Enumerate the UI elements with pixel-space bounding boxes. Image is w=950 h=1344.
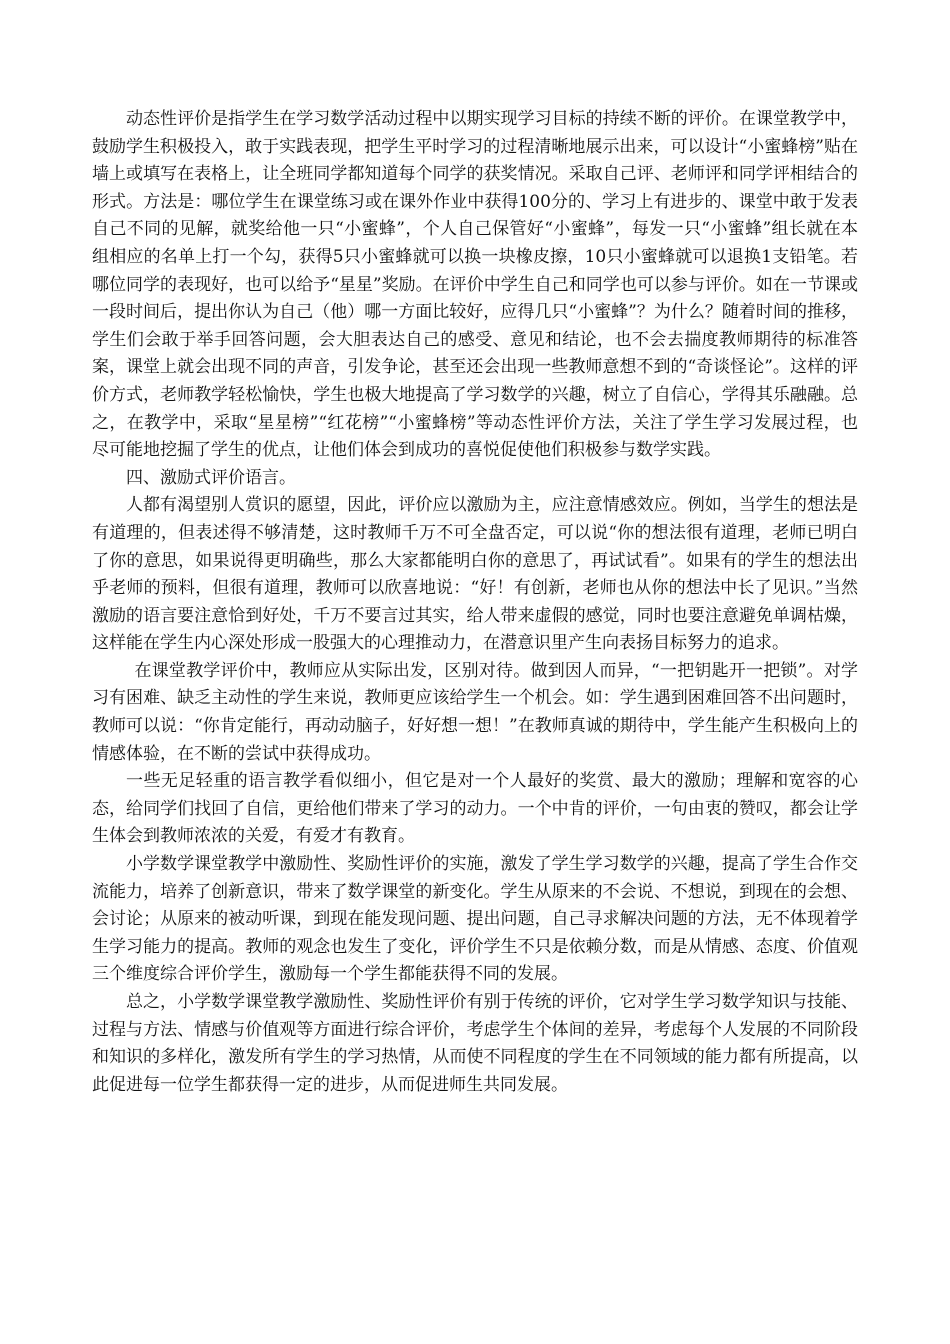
paragraph-conclusion: 总之，小学数学课堂教学激励性、奖励性评价有别于传统的评价，它对学生学习数学知识与技能、过程与方法、情感与价值观等方面进行综合评价，考虑学生个体间的差异，考虑每个人发展的不同阶段和知识的多样化，激发所有学生的学习热情，从而使不同程度的学生在不同领域的能力都有所提高，以此促进每一位学生都获得一定的进步，从而促进师生共同发展。: [92, 992, 858, 1095]
paragraph-dynamic-evaluation: 动态性评价是指学生在学习数学活动过程中以期实现学习目标的持续不断的评价。在课堂教学中，鼓励学生积极投入，敢于实践表现，把学生平时学习的过程清晰地展示出来，可以设计“小蜜蜂榜”贴在墙上或填写在表格上，让全班同学都知道每个同学的获奖情况。采取自己评、老师评和同学评相结合的形式。方法是：哪位学生在课堂练习或在课外作业中获得100分的、学习上有进步的、课堂中敢于发表自己不同的见解，就奖给他一只“小蜜蜂”，个人自己保管好“小蜜蜂”，每发一只“小蜜蜂”组长就在本组相应的名单上打一个勾，获得5只小蜜蜂就可以换一块橡皮擦，10只小蜜蜂就可以退换1支铅笔。若哪位同学的表现好，也可以给予“星星”奖励。在评价中学生自己和同学也可以参与评价。如在一节课或一段时间后，提出你认为自己（他）哪一方面比较好，应得几只“小蜜蜂”？为什么？随着时间的推移，学生们会敢于举手回答问题，会大胆表达自己的感受、意见和结论，也不会去揣度教师期待的标准答案，课堂上就会出现不同的声音，引发争论，甚至还会出现一些教师意想不到的“奇谈怪论”。这样的评价方式，老师教学轻松愉快，学生也极大地提高了学习数学的兴趣，树立了自信心，学得其乐融融。总之，在教学中，采取“星星榜”“红花榜”“小蜜蜂榜”等动态性评价方法，关注了学生学习发展过程，也尽可能地挖掘了学生的优点，让他们体会到成功的喜悦促使他们积极参与数学实践。: [92, 109, 858, 461]
paragraph-individual-treatment: 在课堂教学评价中，教师应从实际出发，区别对待。做到因人而异，“一把钥匙开一把锁”。对学习有困难、缺乏主动性的学生来说，教师更应该给学生一个机会。如：学生遇到困难回答不出问题时，教师可以说：“你肯定能行，再动动脑子，好好想一想！”在教师真诚的期待中，学生能产生积极向上的情感体验，在不断的尝试中获得成功。: [92, 660, 858, 764]
paragraph-small-words: 一些无足轻重的语言教学看似细小，但它是对一个人最好的奖赏、最大的激励；理解和宽容的心态，给同学们找回了自信，更给他们带来了学习的动力。一个中肯的评价，一句由衷的赞叹，都会让学生体会到教师浓浓的关爱，有爱才有教育。: [92, 771, 858, 847]
paragraph-encouragement: 人都有渴望别人赏识的愿望，因此，评价应以激励为主，应注意情感效应。例如，当学生的想法是有道理的，但表述得不够清楚，这时教师千万不可全盘否定，可以说“你的想法很有道理，老师已明白了你的意思，如果说得更明确些，那么大家都能明白你的意思了，再试试看”。如果有的学生的想法出乎老师的预料，但很有道理，教师可以欣喜地说：“好！有创新，老师也从你的想法中长了见识。”当然激励的语言要注意恰到好处，千万不要言过其实，给人带来虚假的感觉，同时也要注意避免单调枯燥，这样能在学生内心深处形成一股强大的心理推动力，在潜意识里产生向表扬目标努力的追求。: [92, 495, 858, 654]
section-heading-encouraging-language: 四、激励式评价语言。: [126, 467, 296, 488]
document-body: [92, 106, 858, 1099]
paragraph-implementation-effects: 小学数学课堂教学中激励性、奖励性评价的实施，激发了学生学习数学的兴趣，提高了学生合作交流能力，培养了创新意识，带来了数学课堂的新变化。学生从原来的不会说、不想说，到现在的会想、会讨论；从原来的被动听课，到现在能发现问题、提出问题，自己寻求解决问题的方法，无不体现着学生学习能力的提高。教师的观念也发生了变化，评价学生不只是依赖分数，而是从情感、态度、价值观三个维度综合评价学生，激励每一个学生都能获得不同的发展。: [92, 854, 858, 985]
